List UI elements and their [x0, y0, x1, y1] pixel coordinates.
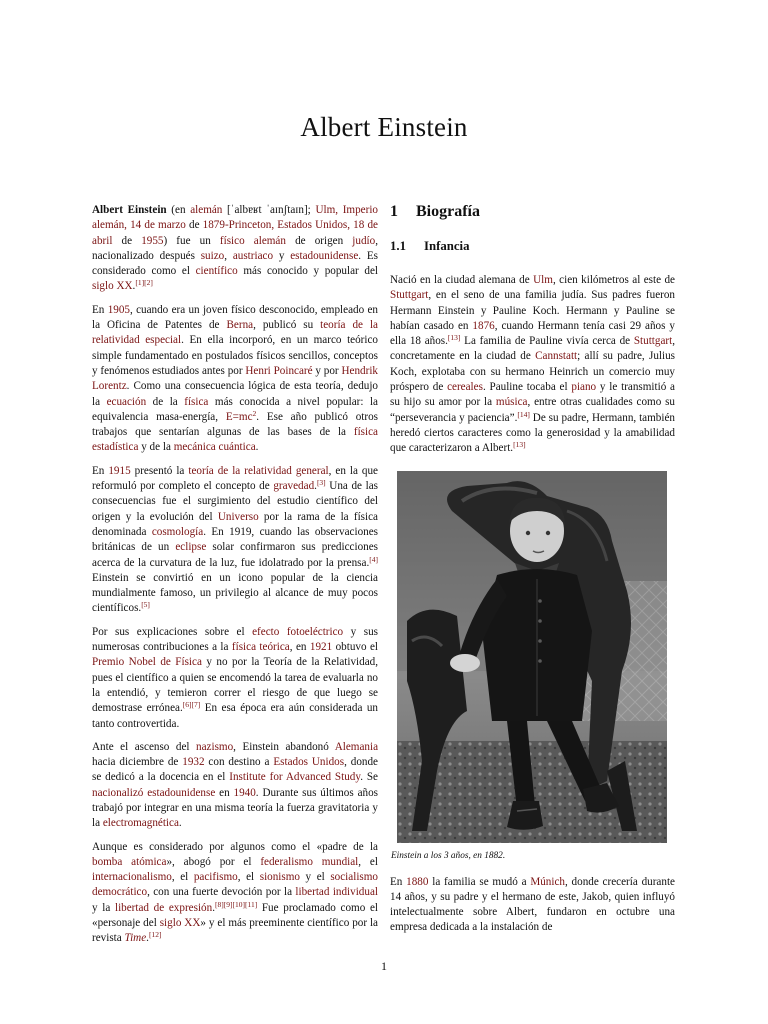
link[interactable]: 1905 — [107, 303, 130, 316]
link[interactable]: ecuación — [106, 395, 147, 408]
citation-link[interactable]: [13] — [513, 440, 526, 450]
paragraph-1905: En 1905, cuando era un joven físico desconocido, empleado en la Oficina de Patentes de Berna, publicó su teoría de la relatividad especial. En ella incorporó, en un marco teórico simple fundamentado en postulados físicos sencillos, conceptos y fenómenos estudiados antes por Henri Poincaré y por Hendrik Lorentz. Como una consecuencia lógica de esta teoría, dedujo la ecuación de la física más conocida a nivel popular: la equivalencia masa-energía, $E=mc^2$. Ese año publicó otros trabajos que sentarían algunas de las bases de la física estadística y de la mecánica cuántica. — [92, 303, 379, 454]
link[interactable]: mecánica cuántica — [173, 441, 256, 454]
link[interactable]: siglo XX — [92, 280, 133, 293]
link[interactable]: piano — [571, 381, 597, 394]
link[interactable]: libertad de expresión — [114, 901, 213, 914]
link[interactable]: judío — [352, 234, 376, 247]
section-label: Biografía — [416, 203, 480, 220]
page-number: 1 — [381, 959, 387, 973]
photo-caption: Einstein a los 3 años, en 1882. — [391, 850, 506, 861]
paragraph-munich: En 1880 la familia se mudó a Múnich, donde crecería durante 14 años, y su padre y el hermano de este, Jakob, quien influyó intelectualmente sobre Albert, fundaron en octubre una empresa dedicada a la instalación de — [390, 875, 675, 934]
link[interactable]: Stuttgart — [633, 335, 673, 348]
link[interactable]: física estadística — [92, 426, 378, 454]
link[interactable]: Universo — [217, 510, 259, 523]
paragraph-birth: Nació en la ciudad alemana de Ulm, cien kilómetros al este de Stuttgart, en el seno de una familia judía. Sus padres fueron Hermann Einstein y Pauline Koch. Hermann y Pauline se habían casado en 1876, cuando Hermann tenía casi 29 años y ella 18 años.[13] La familia de Pauline vivía cerca de Stuttgart, concretamente en la ciudad de Cannstatt; allí su padre, Julius Koch, explotaba con su hermano Heinrich un comercio muy próspero de cereales. Pauline tocaba el piano y le transmitió a su hijo su amor por la música, entre otras cualidades como su “perseverancia y paciencia”.[14] De su padre, Hermann, también heredó ciertos caracteres como la generosidad y la amabilidad que caracterizaron a Albert.[13] — [390, 274, 676, 455]
link[interactable]: gravedad — [273, 480, 315, 493]
link[interactable]: alemán — [190, 204, 223, 216]
link[interactable]: nazismo — [196, 740, 234, 753]
section-heading — [390, 203, 675, 221]
link[interactable]: Estados Unidos — [273, 756, 345, 769]
left-column — [92, 203, 378, 955]
link[interactable]: efecto fotoeléctrico — [252, 625, 344, 638]
child-photo[interactable] — [397, 471, 667, 843]
paragraph-legacy: Aunque es considerado por algunos como el «padre de la bomba atómica», abogó por el federalismo mundial, el internacionalismo, el pacifismo, el sionismo y el socialismo democrático, con una fuerte devoción por la libertad individual y la libertad de expresión.[8][9][10][11] Fue proclamado como el «personaje del siglo XX» y el más preeminente científico por la revista Time.[12] — [92, 840, 379, 945]
link[interactable]: 1879-Princeton, Estados Unidos, 18 de abril — [92, 219, 378, 247]
citation-link[interactable]: [3] — [316, 478, 326, 488]
citation-link[interactable]: [12] — [148, 930, 162, 940]
link[interactable]: Cannstatt — [535, 350, 578, 363]
link[interactable]: físico alemán — [219, 234, 286, 247]
link[interactable]: Ulm, Imperio alemán, 14 de marzo — [92, 204, 378, 232]
link[interactable]: pacifismo — [193, 871, 238, 884]
link[interactable]: 1932 — [182, 756, 205, 769]
link[interactable]: nacionalizó estadounidense — [92, 786, 216, 799]
paragraph-1915: En 1915 presentó la teoría de la relatividad general, en la que reformuló por completo el concepto de gravedad.[3] Una de las consecuencias fue el surgimiento del estudio científico del origen y la evolución del Universo por la rama de la física denominada cosmología. En 1919, cuando las observaciones británicas de un eclipse solar confirmaron sus predicciones acerca de la curvatura de la luz, fue idolatrado por la prensa.[4] Einstein se convirtió en un icono popular de la ciencia mundialmente famoso, un privilegio al alcance de muy pocos científicos.[5] — [92, 464, 379, 615]
citation-link[interactable]: [4] — [369, 554, 378, 564]
link[interactable]: internacionalismo — [92, 871, 172, 884]
link[interactable]: 1915 — [108, 464, 131, 477]
link[interactable]: bomba atómica — [92, 855, 167, 868]
link[interactable]: 1876 — [472, 319, 495, 332]
citation-link[interactable]: [6][7] — [182, 700, 201, 710]
link[interactable]: física — [184, 395, 209, 408]
citation-link[interactable]: [8][9][10][11] — [214, 899, 258, 909]
citation-link[interactable]: [13] — [447, 333, 461, 343]
link[interactable]: sionismo — [259, 871, 300, 884]
link[interactable]: socialismo democrático — [92, 871, 378, 899]
link[interactable]: Henri Poincaré — [245, 364, 313, 377]
intro-paragraph: Albert Einstein (en alemán [ˈalbɐʁt ˈaɪnʃtaɪn]; Ulm, Imperio alemán, 14 de marzo de 1879-Princeton, Estados Unidos, 18 de abril de 1955) fue un físico alemán de origen judío, nacionalizado después suizo, austriaco y estadounidense. Es considerado como el científico más conocido y popular del siglo XX.[1][2] — [92, 204, 378, 293]
link[interactable]: siglo XX — [159, 917, 201, 930]
link[interactable]: cereales — [447, 381, 483, 394]
article-subject: Albert Einstein — [92, 204, 167, 216]
link[interactable]: 1921 — [309, 641, 333, 654]
citation-link[interactable]: [14] — [517, 409, 530, 419]
subsection-label: Infancia — [424, 239, 470, 253]
paragraph-nazism: Ante el ascenso del nazismo, Einstein abandonó Alemania hacia diciembre de 1932 con destino a Estados Unidos, donde se dedicó a la docencia en el Institute for Advanced Study. Se nacionalizó estadounidense en 1940. Durante sus últimos años trabajó por integrar en una misma teoría la fuerza gravitatoria y la electromagnética. — [92, 740, 379, 830]
link[interactable]: $E=mc^2$ — [225, 408, 257, 423]
link[interactable]: Institute for Advanced Study — [229, 771, 361, 784]
subsection-number: 1.1 — [390, 239, 406, 253]
link[interactable]: cosmología — [151, 525, 204, 538]
link[interactable]: música — [495, 396, 528, 409]
link[interactable]: austriaco — [232, 249, 274, 262]
link[interactable]: Premio Nobel de Física — [92, 656, 202, 669]
link[interactable]: Alemania — [334, 740, 379, 753]
link[interactable]: 1880 — [406, 875, 429, 888]
link[interactable]: eclipse — [175, 541, 207, 554]
paragraph-nobel: Por sus explicaciones sobre el efecto fotoeléctrico y sus numerosas contribuciones a la física teórica, en 1921 obtuvo el Premio Nobel de Física y no por la Teoría de la Relatividad, pues el científico a quien se encomendó la tarea de evaluarla no la entendió, y temieron correr el riesgo de que luego se demostrase errónea.[6][7] En esa época era aún considerada un tanto controvertida. — [92, 625, 379, 730]
page-title: Albert Einstein — [300, 112, 468, 142]
link[interactable]: federalismo mundial — [260, 855, 359, 868]
link[interactable]: teoría de la relatividad general — [188, 464, 329, 477]
link[interactable]: Berna — [226, 319, 254, 332]
link[interactable]: física teórica — [231, 641, 290, 654]
link[interactable]: Hendrik Lorentz — [92, 364, 378, 393]
link[interactable]: suizo — [200, 249, 225, 262]
link[interactable]: estadounidense — [290, 249, 359, 262]
link[interactable]: científico — [195, 265, 238, 278]
citation-link[interactable]: [1][2] — [135, 278, 153, 288]
link[interactable]: teoría de la relatividad especial — [92, 319, 378, 347]
link[interactable]: 1955 — [141, 234, 164, 247]
link[interactable]: electromagnética — [102, 817, 179, 830]
link[interactable]: Ulm — [533, 274, 553, 286]
link[interactable]: Time — [124, 932, 147, 945]
right-column — [390, 203, 675, 944]
citation-link[interactable]: [5] — [141, 600, 150, 610]
section-number: 1 — [390, 203, 398, 220]
subsection-heading — [390, 239, 675, 254]
link[interactable]: 1940 — [233, 786, 256, 799]
link[interactable]: Stuttgart — [390, 289, 429, 302]
link[interactable]: Múnich — [530, 875, 565, 888]
link[interactable]: libertad individual — [295, 886, 378, 899]
